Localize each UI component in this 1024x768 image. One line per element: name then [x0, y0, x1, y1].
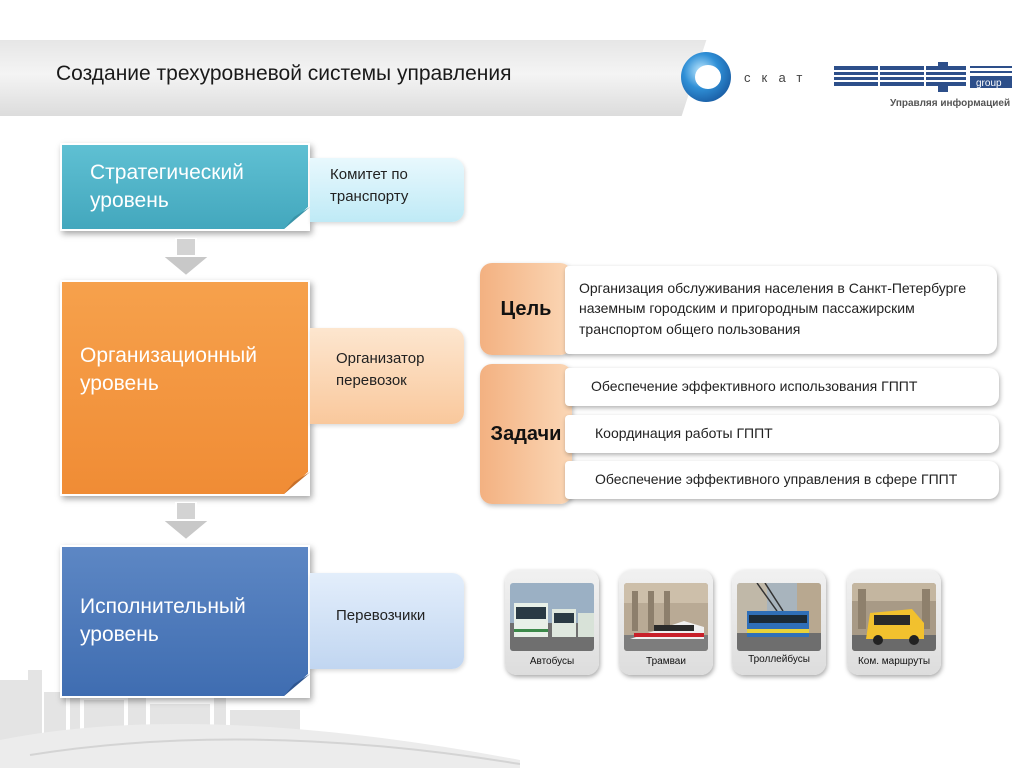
level-strategic [60, 143, 310, 231]
task-item [565, 368, 999, 406]
goal-text: Организация обслуживания населения в Санкт-Петербурге наземным городским и пригородным пассажирским транспортом общего пользования [579, 280, 966, 337]
goal-label: Цель [500, 297, 552, 320]
csbi-logo-icon [834, 62, 1012, 92]
tile-label: Ком. маршруты [857, 656, 931, 667]
transport-tile-trolleybus [732, 570, 826, 675]
logo-tagline: Управляя информацией [890, 98, 1011, 109]
down-arrow-icon [160, 238, 212, 278]
task-text: Обеспечение эффективного использования ГППТ [591, 378, 918, 394]
level-title: Стратегический уровень [90, 161, 244, 213]
task-text: Обеспечение эффективного управления в сфере ГППТ [595, 471, 958, 487]
skat-logo-icon [681, 52, 731, 102]
tasks-label: Задачи [490, 422, 562, 445]
level-organizational [60, 280, 310, 496]
task-item [565, 415, 999, 453]
carriers-card-label: Перевозчики [336, 607, 426, 624]
level-title: Исполнительный уровень [80, 595, 246, 647]
task-item [565, 461, 999, 499]
organizer-card-label: Организатор перевозок [336, 350, 425, 389]
carriers-card [310, 573, 464, 669]
transport-tile-tram [619, 570, 713, 675]
down-arrow-icon [160, 502, 212, 542]
level-executive [60, 545, 310, 698]
organizer-card [310, 328, 464, 424]
tile-label: Трамваи [646, 656, 686, 667]
logo-group-text: group [976, 78, 1002, 89]
logo-skat-text: скат [744, 70, 814, 85]
bus-photo-icon [510, 583, 594, 651]
transport-tile-bus [505, 570, 599, 675]
trolleybus-photo-icon [737, 583, 821, 651]
level-title: Организационный уровень [80, 344, 257, 396]
minibus-photo-icon [852, 583, 936, 651]
page-curl-icon [276, 205, 310, 231]
tasks-tab [480, 364, 572, 504]
transport-tile-minibus [847, 570, 941, 675]
task-text: Координация работы ГППТ [595, 425, 773, 441]
committee-card-label: Комитет по транспорту [330, 166, 409, 205]
goal-text-card [565, 266, 997, 354]
page-curl-icon [276, 672, 310, 698]
page-curl-icon [276, 470, 310, 496]
page-title: Создание трехуровневой системы управления [56, 62, 512, 85]
tile-label: Автобусы [529, 656, 575, 667]
committee-card [310, 158, 464, 222]
tile-label: Троллейбусы [748, 654, 810, 665]
tram-photo-icon [624, 583, 708, 651]
goal-tab [480, 263, 572, 355]
